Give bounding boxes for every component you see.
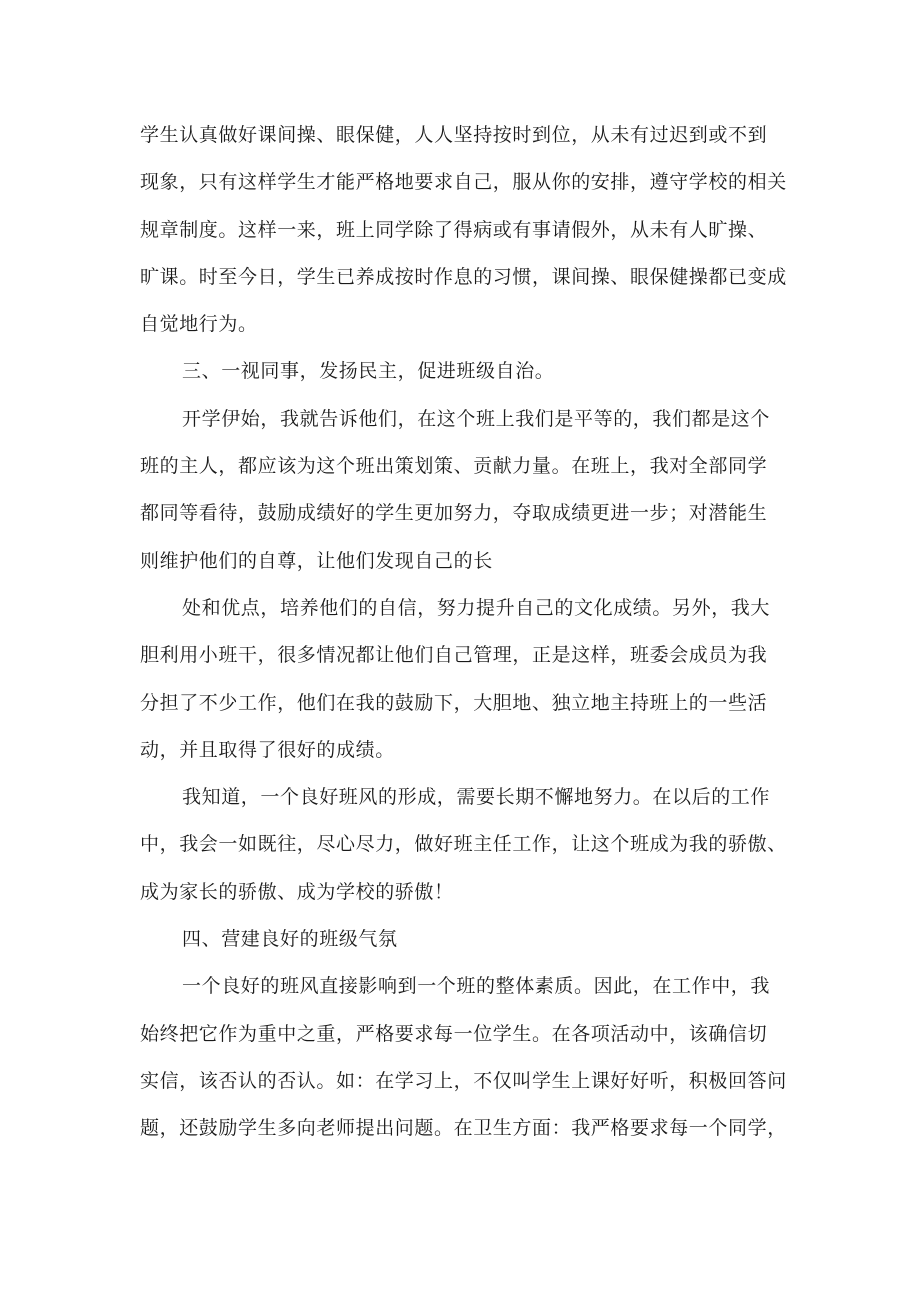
text-line: 一个良好的班风直接影响到一个班的整体素质。因此，在工作中，我 (182, 975, 771, 998)
text-line: 处和优点，培养他们的自信，努力提升自己的文化成绩。另外，我大 (182, 596, 771, 619)
text-line: 规章制度。这样一来，班上同学除了得病或有事请假外，从未有人旷操、 (140, 218, 768, 241)
text-line: 实信，该否认的否认。如：在学习上，不仅叫学生上课好好听，积极回答问 (140, 1069, 787, 1092)
text-line: 旷课。时至今日，学生已养成按时作息的习惯，课间操、眼保健操都已变成 (140, 265, 787, 288)
text-line: 开学伊始，我就告诉他们，在这个班上我们是平等的，我们都是这个 (182, 407, 771, 430)
text-line: 胆利用小班干，很多情况都让他们自己管理，正是这样，班委会成员为我 (140, 644, 768, 667)
text-line: 现象，只有这样学生才能严格地要求自己，服从你的安排，遵守学校的相关 (140, 171, 787, 194)
text-line: 则维护他们的自尊，让他们发现自己的长 (140, 549, 493, 572)
section-heading: 四、营建良好的班级气氛 (182, 928, 398, 951)
text-line: 动，并且取得了很好的成绩。 (140, 738, 395, 761)
text-line: 题，还鼓励学生多向老师提出问题。在卫生方面：我严格要求每一个同学， (140, 1117, 787, 1140)
text-line: 都同等看待，鼓励成绩好的学生更加努力，夺取成绩更进一步；对潜能生 (140, 502, 768, 525)
text-line: 学生认真做好课间操、眼保健，人人坚持按时到位，从未有过迟到或不到 (140, 124, 768, 146)
text-line: 分担了不少工作，他们在我的鼓励下，大胆地、独立地主持班上的一些活 (140, 691, 768, 714)
text-line: 自觉地行为。 (140, 313, 258, 336)
body-text (140, 112, 800, 1153)
text-line: 我知道，一个良好班风的形成，需要长期不懈地努力。在以后的工作 (182, 786, 771, 809)
text-line: 班的主人，都应该为这个班出策划策、贡献力量。在班上，我对全部同学 (140, 455, 768, 478)
section-heading: 三、一视同事，发扬民主，促进班级自治。 (182, 360, 555, 383)
text-line: 中，我会一如既往，尽心尽力，做好班主任工作，让这个班成为我的骄傲、 (140, 833, 787, 856)
text-line: 始终把它作为重中之重，严格要求每一位学生。在各项活动中，该确信切 (140, 1022, 768, 1045)
text-line: 成为家长的骄傲、成为学校的骄傲！ (140, 880, 454, 903)
